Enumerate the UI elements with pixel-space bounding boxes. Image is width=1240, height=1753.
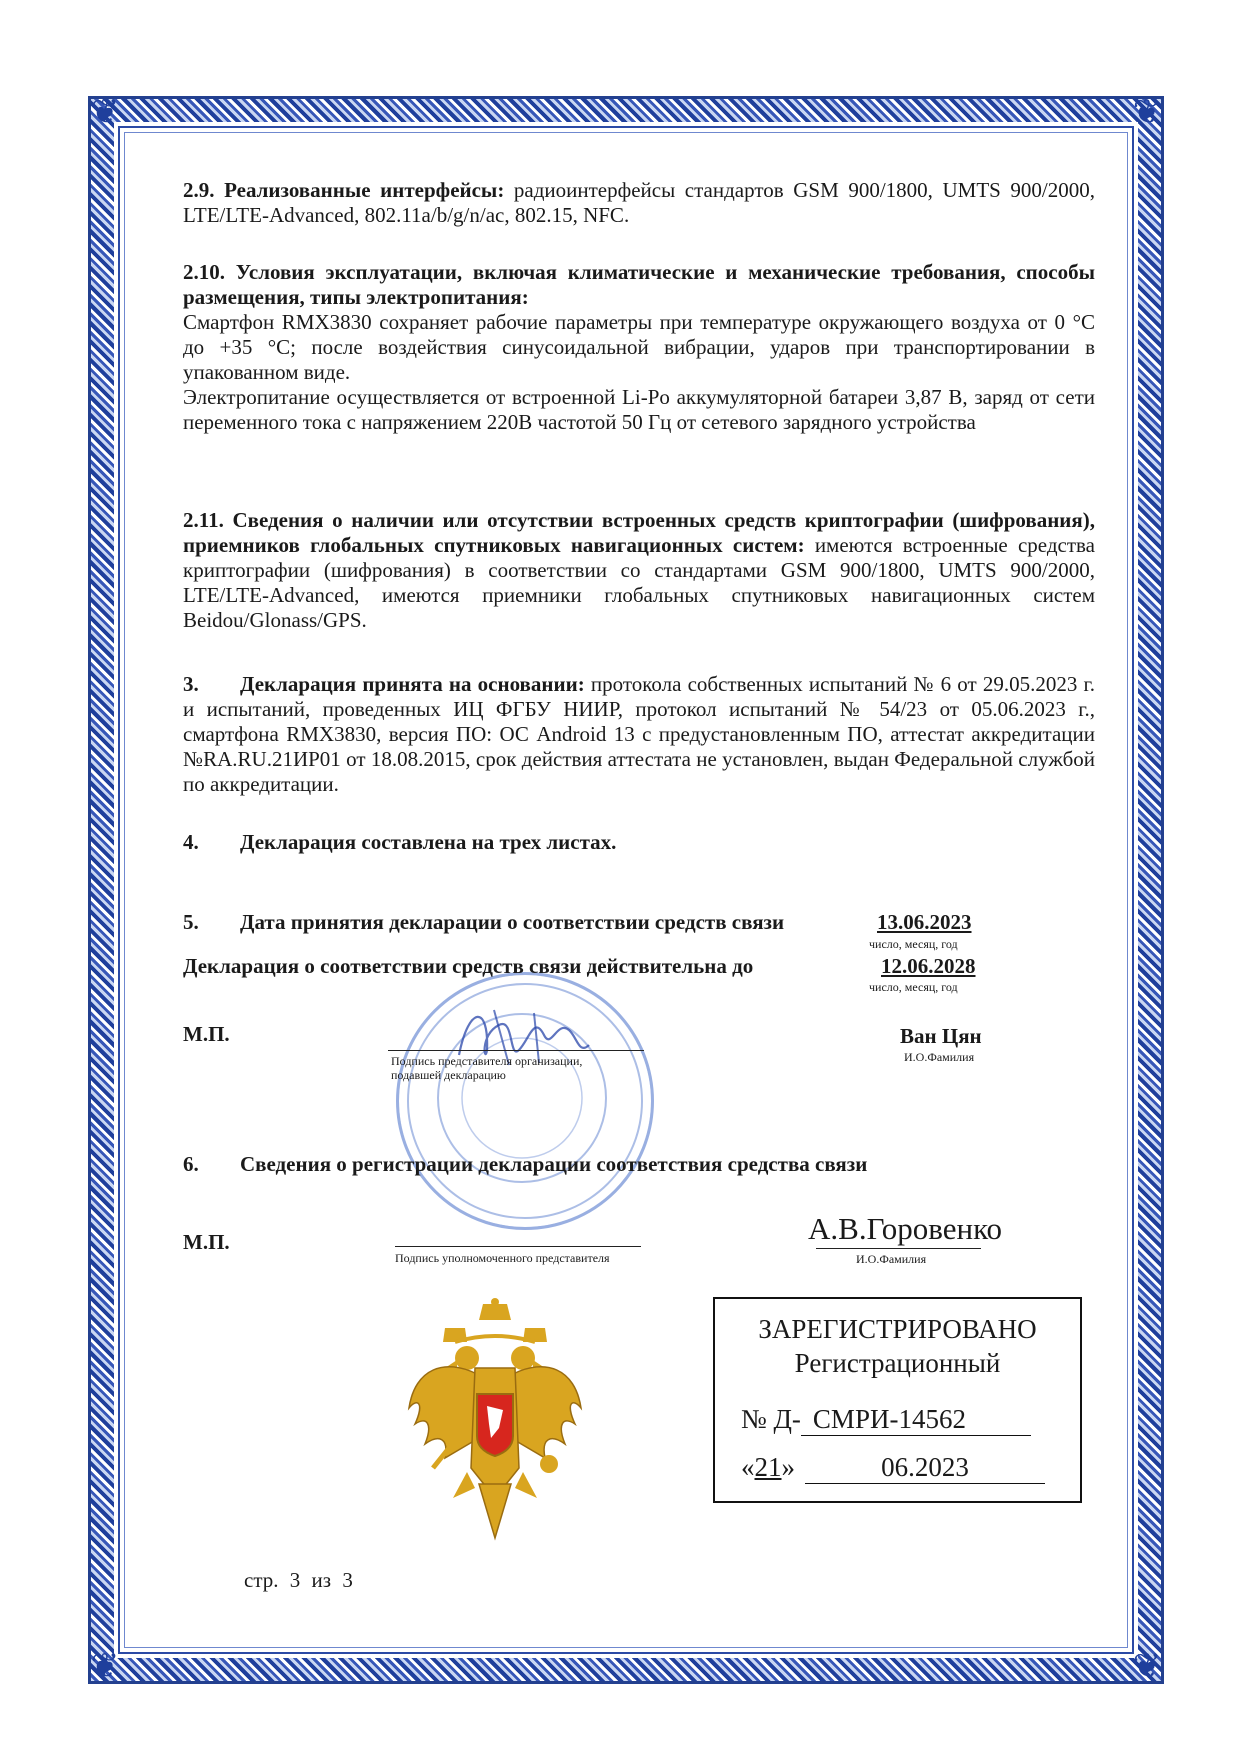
name-caption: И.О.Фамилия bbox=[856, 1252, 927, 1266]
signature-caption: подавшей декларацию bbox=[391, 1068, 506, 1082]
section-heading: 2.9. Реализованные интерфейсы: bbox=[183, 178, 505, 202]
section-2-9 bbox=[183, 178, 1095, 228]
section-paragraph: Смартфон RMX3830 сохраняет рабочие параметры при температуре окружающего воздуха от 0 °С до +35 °С; после воздействия синусоидальной вибрации, ударов при транспортировании в упакованном виде. bbox=[183, 310, 1095, 384]
date-caption: число, месяц, год bbox=[869, 937, 958, 951]
section-heading: Сведения о регистрации декларации соответствия средства связи bbox=[240, 1152, 868, 1176]
section-6 bbox=[183, 1152, 1095, 1272]
day-close-quote: » bbox=[781, 1452, 795, 1482]
section-heading: 2.10. Условия эксплуатации, включая климатические и механические требования, способы размещения, типы электропитания: bbox=[183, 260, 1095, 309]
registration-number-label: Регистрационный bbox=[794, 1348, 1001, 1378]
registration-number: СМРИ-14562 bbox=[801, 1403, 1031, 1436]
signature-line bbox=[395, 1246, 641, 1247]
page-of-label: из bbox=[311, 1568, 332, 1592]
valid-label: Декларация о соответствии средств связи действительна до bbox=[183, 954, 754, 978]
page-current: 3 bbox=[289, 1568, 301, 1592]
mp-label: М.П. bbox=[183, 1230, 230, 1254]
section-number: 3. bbox=[183, 672, 199, 696]
adopted-date: 13.06.2023 bbox=[877, 910, 972, 934]
corner-ornament-icon: ❦ bbox=[90, 94, 120, 131]
page-total: 3 bbox=[342, 1568, 353, 1592]
signature-line bbox=[388, 1050, 644, 1051]
valid-date: 12.06.2028 bbox=[881, 954, 976, 978]
section-5 bbox=[183, 910, 1095, 1090]
corner-ornament-icon: ❦ bbox=[1132, 94, 1162, 131]
adopted-label: Дата принятия декларации о соответствии средств связи bbox=[240, 910, 785, 934]
day-open-quote: « bbox=[741, 1452, 755, 1482]
number-prefix: № Д- bbox=[741, 1404, 801, 1434]
section-heading: 2.11. Сведения о наличии или отсутствии встроенных средств криптографии (шифрования), приемников глобальных спутниковых навигационных систем: bbox=[183, 508, 1095, 557]
section-number: 6. bbox=[183, 1152, 199, 1176]
section-number: 5. bbox=[183, 910, 199, 934]
section-4 bbox=[183, 830, 1095, 855]
signer-name: Ван Цян bbox=[900, 1024, 982, 1048]
corner-ornament-icon: ❦ bbox=[1132, 1648, 1162, 1685]
registration-day: 21 bbox=[754, 1452, 782, 1482]
signature-caption: Подпись представителя организации, bbox=[391, 1054, 583, 1068]
registered-label: ЗАРЕГИСТРИРОВАНО bbox=[758, 1314, 1037, 1344]
signature-caption: Подпись уполномоченного представителя bbox=[395, 1251, 610, 1265]
section-heading: Декларация составлена на трех листах. bbox=[240, 830, 617, 854]
section-2-10 bbox=[183, 260, 1095, 435]
corner-ornament-icon: ❦ bbox=[90, 1648, 120, 1685]
registration-month-year: 06.2023 bbox=[805, 1451, 1045, 1484]
coat-of-arms-emblem bbox=[405, 1298, 585, 1548]
registration-number-row bbox=[741, 1403, 1031, 1436]
mp-label: М.П. bbox=[183, 1022, 230, 1046]
date-caption: число, месяц, год bbox=[869, 980, 958, 994]
section-number: 4. bbox=[183, 830, 199, 854]
official-name: А.В.Горовенко bbox=[808, 1211, 1003, 1246]
section-paragraph: Электропитание осуществляется от встроенной Li-Po аккумуляторной батареи 3,87 В, заряд от сети переменного тока с напряжением 220В частотой 50 Гц от сетевого зарядного устройства bbox=[183, 385, 1095, 434]
section-heading: Декларация принята на основании: bbox=[240, 672, 585, 696]
name-line bbox=[816, 1248, 981, 1249]
page-number bbox=[244, 1568, 353, 1593]
section-text: имеются встроенные средства криптографии (шифрования) в соответствии со стандартами GSM 900/1800, UMTS 900/2000, LTE/LTE-Advanced, имеются приемники глобальных спутниковых навигационных систем Beidou/Glonass/GPS. bbox=[183, 533, 1095, 632]
registration-date-row bbox=[741, 1451, 1045, 1484]
signer-caption: И.О.Фамилия bbox=[904, 1050, 975, 1064]
section-text: протокола собственных испытаний № 6 от 29.05.2023 г. и испытаний, проведенных ИЦ ФГБУ НИИР, протокол испытаний № 54/23 от 05.06.2023 г., смартфона RMX3830, версия ПО: ОС Android 13 с предустановленным ПО, аттестат аккредитации №RA.RU.21ИР01 от 18.08.2015, срок действия аттестата не установлен, выдан Федеральной службой по аккредитации. bbox=[183, 672, 1096, 796]
section-text: радиоинтерфейсы стандартов GSM 900/1800, UMTS 900/2000, LTE/LTE-Advanced, 802.11a/b/g/n/ac, 802.15, NFC. bbox=[183, 178, 1095, 227]
registration-stamp-box bbox=[713, 1297, 1082, 1503]
section-3 bbox=[183, 672, 1095, 797]
page-label: стр. bbox=[244, 1568, 279, 1592]
section-2-11 bbox=[183, 508, 1095, 633]
